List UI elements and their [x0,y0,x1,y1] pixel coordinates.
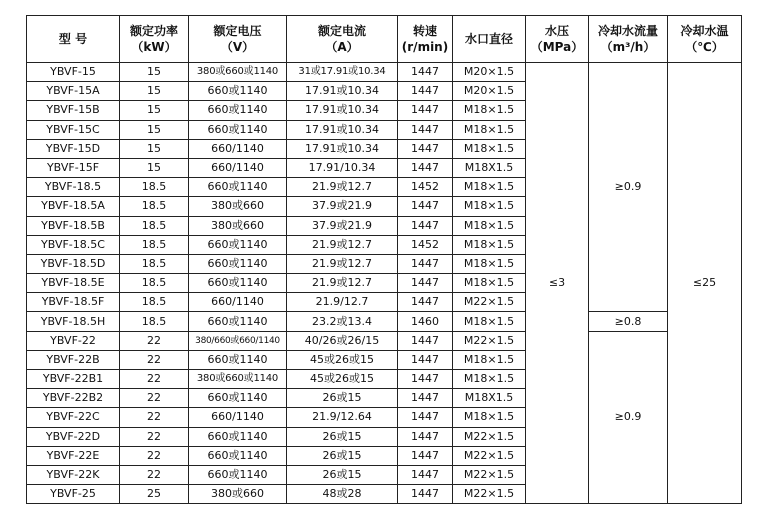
cell-temp: ≤25 [668,63,742,504]
cell-port: M20×1.5 [453,82,526,101]
cell-model: YBVF-18.5F [27,293,120,312]
header-voltage-unit: （V） [220,40,255,54]
cell-voltage: 660或1140 [189,350,287,369]
cell-speed: 1447 [398,254,453,273]
cell-port: M22×1.5 [453,293,526,312]
cell-power: 18.5 [120,216,189,235]
header-flow-title: 冷却水流量 [597,24,658,38]
header-pressure-title: 水压 [544,24,569,38]
cell-voltage: 660/1140 [189,158,287,177]
cell-model: YBVF-22D [27,427,120,446]
cell-model: YBVF-15C [27,120,120,139]
cell-model: YBVF-18.5E [27,274,120,293]
cell-power: 22 [120,408,189,427]
cell-power: 15 [120,158,189,177]
cell-power: 15 [120,101,189,120]
cell-power: 18.5 [120,293,189,312]
cell-voltage: 380或660或1140 [189,63,287,82]
cell-power: 18.5 [120,178,189,197]
cell-current: 26或15 [287,446,398,465]
cell-voltage: 660或1140 [189,465,287,484]
cell-power: 22 [120,350,189,369]
cell-model: YBVF-18.5H [27,312,120,331]
cell-power: 15 [120,63,189,82]
cell-voltage: 660或1140 [189,235,287,254]
cell-speed: 1447 [398,446,453,465]
cell-port: M22×1.5 [453,427,526,446]
cell-power: 18.5 [120,254,189,273]
cell-model: YBVF-15 [27,63,120,82]
cell-speed: 1447 [398,331,453,350]
cell-port: M18×1.5 [453,408,526,427]
cell-speed: 1447 [398,370,453,389]
table-row [27,331,742,350]
cell-current: 21.9/12.7 [287,293,398,312]
cell-speed: 1447 [398,389,453,408]
cell-speed: 1447 [398,350,453,369]
cell-current: 21.9或12.7 [287,274,398,293]
cell-port: M18×1.5 [453,350,526,369]
header-power [120,16,189,63]
cell-speed: 1447 [398,485,453,504]
cell-voltage: 380或660 [189,485,287,504]
cell-model: YBVF-15A [27,82,120,101]
cell-model: YBVF-18.5A [27,197,120,216]
cell-current: 26或15 [287,465,398,484]
cell-speed: 1447 [398,293,453,312]
cell-speed: 1447 [398,158,453,177]
cell-model: YBVF-15F [27,158,120,177]
header-temp-unit: （℃） [685,40,724,54]
cell-port: M20×1.5 [453,63,526,82]
cell-port: M18×1.5 [453,101,526,120]
cell-power: 22 [120,427,189,446]
cell-current: 26或15 [287,427,398,446]
cell-power: 18.5 [120,274,189,293]
cell-voltage: 380/660或660/1140 [189,331,287,350]
header-port: 水口直径 [453,16,526,63]
cell-port: M18×1.5 [453,370,526,389]
table-row [27,312,742,331]
cell-power: 22 [120,331,189,350]
cell-voltage: 660或1140 [189,101,287,120]
cell-current: 26或15 [287,389,398,408]
cell-current: 40/26或26/15 [287,331,398,350]
cell-current: 31或17.91或10.34 [287,63,398,82]
cell-model: YBVF-18.5D [27,254,120,273]
cell-current: 45或26或15 [287,370,398,389]
cell-speed: 1447 [398,216,453,235]
header-power-title: 额定功率 [129,24,178,38]
cell-port: M18×1.5 [453,139,526,158]
cell-model: YBVF-22B [27,350,120,369]
cell-power: 22 [120,370,189,389]
table-row [27,63,742,82]
cell-voltage: 660或1140 [189,389,287,408]
cell-speed: 1452 [398,178,453,197]
cell-speed: 1460 [398,312,453,331]
cell-speed: 1447 [398,427,453,446]
header-row [27,16,742,63]
cell-port: M22×1.5 [453,465,526,484]
cell-speed: 1447 [398,408,453,427]
cell-port: M18×1.5 [453,312,526,331]
cell-current: 48或28 [287,485,398,504]
cell-voltage: 660或1140 [189,427,287,446]
cell-voltage: 660或1140 [189,120,287,139]
spec-table [26,15,742,504]
cell-model: YBVF-22B1 [27,370,120,389]
cell-current: 17.91/10.34 [287,158,398,177]
cell-flow-group-2: ≥0.8 [589,312,668,331]
cell-power: 18.5 [120,197,189,216]
cell-voltage: 660/1140 [189,139,287,158]
cell-speed: 1447 [398,197,453,216]
cell-port: M18×1.5 [453,120,526,139]
cell-current: 21.9或12.7 [287,235,398,254]
header-temp [668,16,742,63]
cell-current: 23.2或13.4 [287,312,398,331]
cell-power: 15 [120,82,189,101]
cell-voltage: 380或660 [189,197,287,216]
cell-power: 25 [120,485,189,504]
header-current-unit: （A） [325,40,359,54]
header-speed-unit: (r/min) [401,40,449,54]
header-temp-title: 冷却水温 [680,24,729,38]
cell-voltage: 660或1140 [189,178,287,197]
cell-port: M18×1.5 [453,197,526,216]
cell-model: YBVF-18.5C [27,235,120,254]
cell-model: YBVF-15D [27,139,120,158]
cell-port: M18×1.5 [453,216,526,235]
header-power-unit: （kW） [131,40,177,54]
cell-current: 21.9/12.64 [287,408,398,427]
cell-port: M22×1.5 [453,446,526,465]
cell-port: M18×1.5 [453,274,526,293]
cell-speed: 1452 [398,235,453,254]
cell-power: 18.5 [120,235,189,254]
header-speed [398,16,453,63]
cell-model: YBVF-18.5 [27,178,120,197]
cell-model: YBVF-22B2 [27,389,120,408]
cell-current: 37.9或21.9 [287,197,398,216]
cell-current: 21.9或12.7 [287,254,398,273]
cell-voltage: 660或1140 [189,82,287,101]
cell-port: M22×1.5 [453,331,526,350]
cell-voltage: 380或660 [189,216,287,235]
cell-power: 15 [120,139,189,158]
header-current-title: 额定电流 [317,24,366,38]
cell-power: 22 [120,465,189,484]
header-voltage [189,16,287,63]
cell-current: 21.9或12.7 [287,178,398,197]
cell-voltage: 380或660或1140 [189,370,287,389]
cell-speed: 1447 [398,63,453,82]
cell-model: YBVF-22C [27,408,120,427]
header-speed-title: 转速 [412,24,437,38]
cell-speed: 1447 [398,82,453,101]
cell-voltage: 660/1140 [189,408,287,427]
header-model: 型 号 [27,16,120,63]
cell-flow-group-3: ≥0.9 [589,331,668,504]
header-current [287,16,398,63]
header-flow-unit: （m³/h） [600,40,656,54]
cell-voltage: 660或1140 [189,274,287,293]
cell-current: 17.91或10.34 [287,120,398,139]
cell-voltage: 660或1140 [189,312,287,331]
cell-voltage: 660或1140 [189,254,287,273]
cell-speed: 1447 [398,465,453,484]
cell-current: 45或26或15 [287,350,398,369]
cell-model: YBVF-18.5B [27,216,120,235]
header-flow [589,16,668,63]
cell-speed: 1447 [398,274,453,293]
cell-model: YBVF-22K [27,465,120,484]
cell-current: 17.91或10.34 [287,82,398,101]
cell-voltage: 660/1140 [189,293,287,312]
cell-model: YBVF-22 [27,331,120,350]
cell-model: YBVF-15B [27,101,120,120]
cell-power: 22 [120,446,189,465]
cell-power: 18.5 [120,312,189,331]
header-voltage-title: 额定电压 [213,24,262,38]
cell-model: YBVF-25 [27,485,120,504]
cell-flow-group-1: ≥0.9 [589,63,668,312]
cell-power: 22 [120,389,189,408]
cell-model: YBVF-22E [27,446,120,465]
cell-port: M18×1.5 [453,235,526,254]
cell-port: M18X1.5 [453,389,526,408]
cell-speed: 1447 [398,120,453,139]
cell-current: 17.91或10.34 [287,139,398,158]
cell-power: 15 [120,120,189,139]
cell-port: M22×1.5 [453,485,526,504]
cell-current: 37.9或21.9 [287,216,398,235]
cell-voltage: 660或1140 [189,446,287,465]
cell-current: 17.91或10.34 [287,101,398,120]
cell-port: M18X1.5 [453,158,526,177]
header-pressure-unit: （MPa） [530,40,584,54]
cell-port: M18×1.5 [453,178,526,197]
cell-speed: 1447 [398,101,453,120]
cell-speed: 1447 [398,139,453,158]
cell-port: M18×1.5 [453,254,526,273]
header-pressure [526,16,589,63]
cell-pressure: ≤3 [526,63,589,504]
